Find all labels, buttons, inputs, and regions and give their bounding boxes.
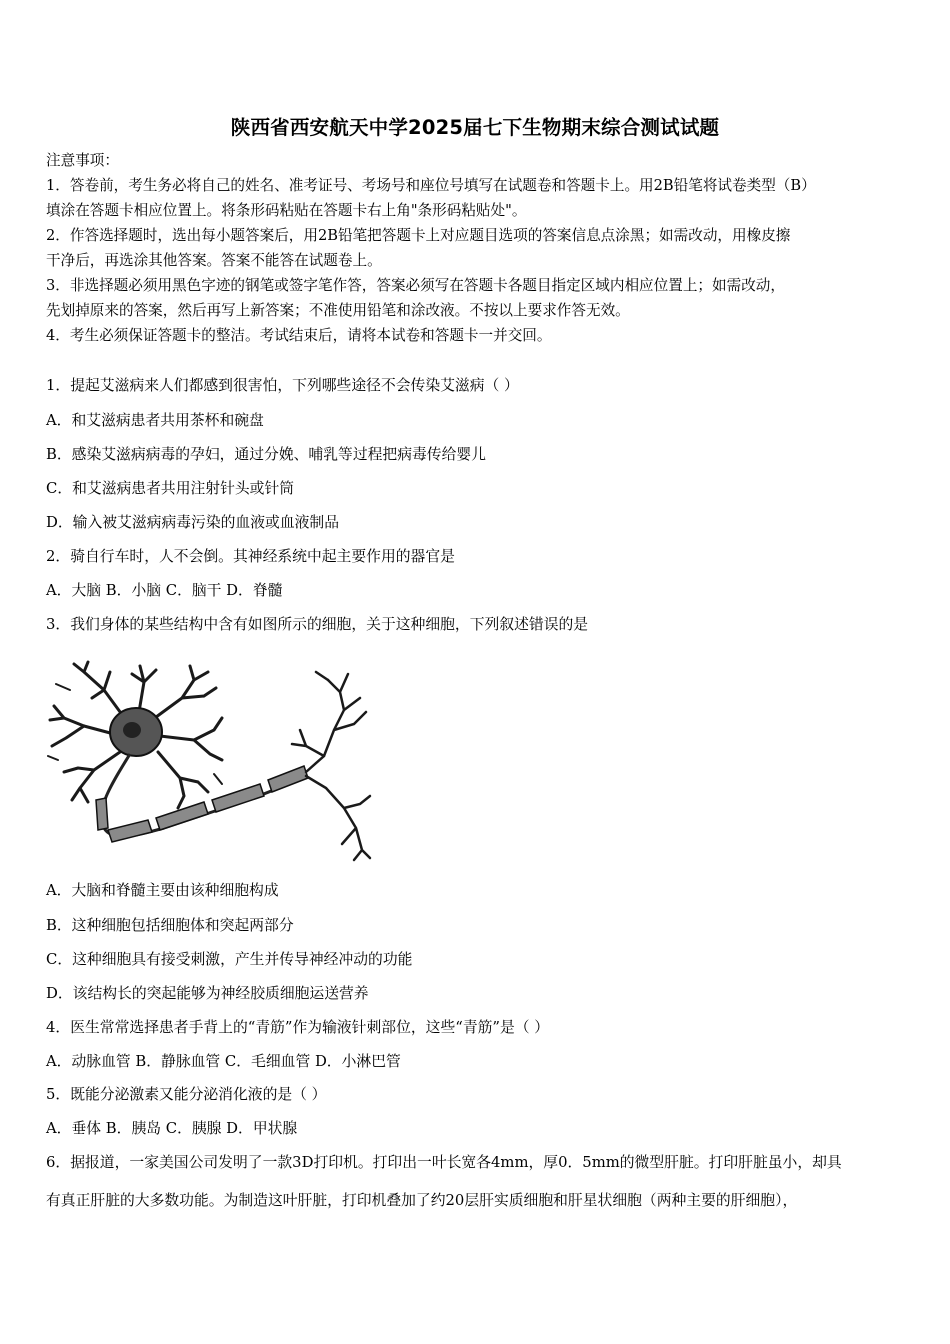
question-3-stem: 3．我们身体的某些结构中含有如图所示的细胞，关于这种细胞，下列叙述错误的是 bbox=[46, 616, 589, 633]
question-4-options: A．动脉血管 B．静脉血管 C．毛细血管 D．小淋巴管 bbox=[46, 1053, 401, 1070]
notice-line-1: 1．答卷前，考生务必将自己的姓名、准考证号、考场号和座位号填写在试题卷和答题卡上。用2B铅笔将试卷类型（B） bbox=[46, 177, 816, 194]
notice-line-3: 2．作答选择题时，选出每小题答案后，用2B铅笔把答题卡上对应题目选项的答案信息点涂黑；如需改动，用橡皮擦 bbox=[46, 227, 791, 244]
question-3-option-d: D．该结构长的突起能够为神经胶质细胞运送营养 bbox=[46, 985, 369, 1002]
question-3-option-a: A．大脑和脊髓主要由该种细胞构成 bbox=[46, 882, 279, 899]
notice-heading: 注意事项： bbox=[46, 152, 119, 169]
notice-line-4: 干净后，再选涂其他答案。答案不能答在试题卷上。 bbox=[46, 252, 382, 269]
notice-line-7: 4．考生必须保证答题卡的整洁。考试结束后，请将本试卷和答题卡一并交回。 bbox=[46, 327, 552, 344]
question-1-option-a: A．和艾滋病患者共用茶杯和碗盘 bbox=[46, 412, 264, 429]
question-3-option-b: B．这种细胞包括细胞体和突起两部分 bbox=[46, 917, 294, 934]
question-1-option-b: B．感染艾滋病病毒的孕妇，通过分娩、哺乳等过程把病毒传给婴儿 bbox=[46, 446, 486, 463]
notice-line-2: 填涂在答题卡相应位置上。将条形码粘贴在答题卡右上角"条形码粘贴处"。 bbox=[46, 202, 527, 219]
neuron-diagram bbox=[44, 660, 374, 865]
question-1-option-d: D．输入被艾滋病病毒污染的血液或血液制品 bbox=[46, 514, 340, 531]
question-5-stem: 5．既能分泌激素又能分泌消化液的是（ ） bbox=[46, 1086, 327, 1103]
question-3-option-c: C．这种细胞具有接受刺激，产生并传导神经冲动的功能 bbox=[46, 951, 413, 968]
question-6-line-2: 有真正肝脏的大多数功能。为制造这叶肝脏，打印机叠加了约20层肝实质细胞和肝星状细胞（两种主要的肝细胞）， bbox=[46, 1192, 798, 1209]
page-title: 陕西省西安航天中学2025届七下生物期末综合测试试题 bbox=[230, 116, 720, 139]
question-1-stem: 1．提起艾滋病来人们都感到很害怕，下列哪些途径不会传染艾滋病（ ） bbox=[46, 377, 519, 394]
notice-line-6: 先划掉原来的答案，然后再写上新答案；不准使用铅笔和涂改液。不按以上要求作答无效。 bbox=[46, 302, 630, 319]
question-4-stem: 4．医生常常选择患者手背上的“青筋”作为输液针刺部位，这些“青筋”是（ ） bbox=[46, 1019, 550, 1036]
question-5-options: A．垂体 B．胰岛 C．胰腺 D．甲状腺 bbox=[46, 1120, 298, 1137]
question-2-stem: 2．骑自行车时，人不会倒。其神经系统中起主要作用的器官是 bbox=[46, 548, 455, 565]
question-6-line-1: 6．据报道，一家美国公司发明了一款3D打印机。打印出一叶长宽各4mm，厚0．5mm的微型肝脏。打印肝脏虽小，却具 bbox=[46, 1154, 842, 1171]
question-1-option-c: C．和艾滋病患者共用注射针头或针筒 bbox=[46, 480, 295, 497]
question-2-options: A．大脑 B．小脑 C．脑干 D．脊髓 bbox=[46, 582, 283, 599]
notice-line-5: 3．非选择题必须用黑色字迹的钢笔或签字笔作答，答案必须写在答题卡各题目指定区域内相应位置上；如需改动， bbox=[46, 277, 785, 294]
